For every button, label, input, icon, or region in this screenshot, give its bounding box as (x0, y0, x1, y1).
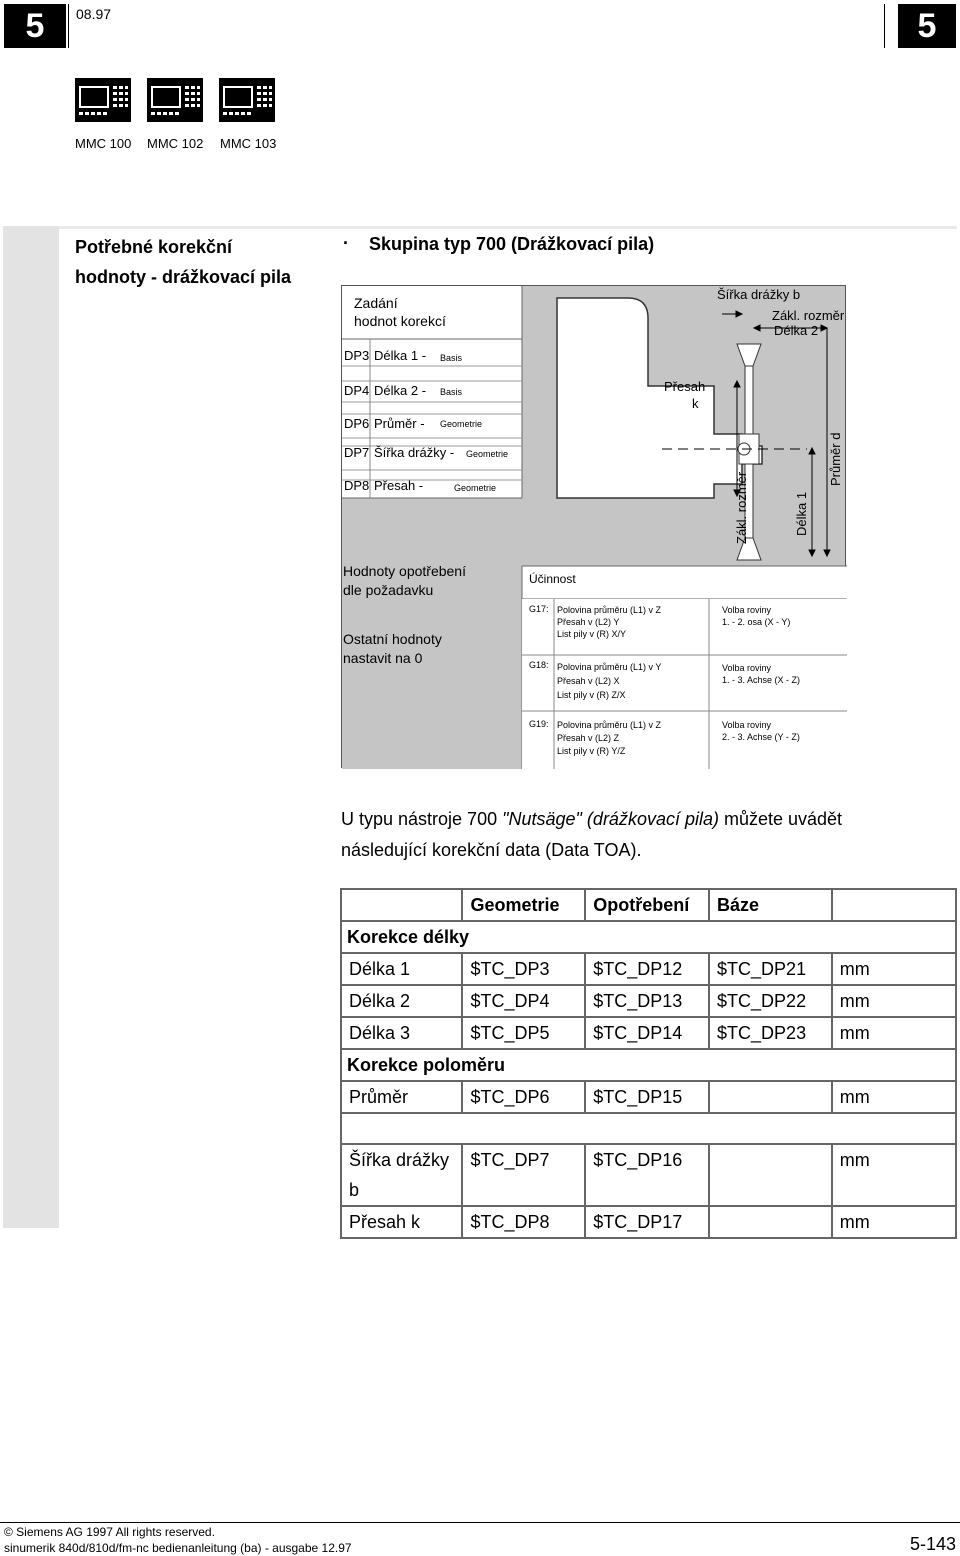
table-cell: Šířka drážky b (341, 1144, 462, 1206)
table-row (341, 1017, 956, 1049)
row-kind: Geometrie (466, 449, 509, 459)
section-label: Korekce délky (341, 921, 956, 953)
header-cell: Geometrie (462, 889, 585, 921)
mmc-panel-icon (75, 78, 131, 122)
effect-title: Účinnost (529, 572, 576, 586)
table-section-row (341, 1049, 956, 1081)
section-label: Korekce poloměru (341, 1049, 956, 1081)
table-header-row (341, 889, 956, 921)
table-cell: $TC_DP3 (462, 953, 585, 985)
row-code: DP4 (344, 383, 370, 398)
slot-width-label: Šířka drážky b (717, 287, 801, 302)
margin-band (3, 226, 59, 1228)
length1-vertical: Délka 1 (794, 491, 809, 536)
margin-band-top (59, 226, 957, 229)
mmc-label: MMC 102 (147, 136, 204, 151)
row-name: Šířka drážky - (374, 445, 455, 460)
table-cell: mm (832, 1206, 956, 1238)
row-kind: Geometrie (440, 419, 483, 429)
table-cell: $TC_DP17 (585, 1206, 709, 1238)
header-cell (832, 889, 956, 921)
table-cell: $TC_DP12 (585, 953, 709, 985)
table-cell: $TC_DP14 (585, 1017, 709, 1049)
table-cell: $TC_DP4 (462, 985, 585, 1017)
effect-lines: Polovina průměru (L1) v Y Přesah v (L2) X List pily v (R) Z/X (557, 662, 662, 700)
table-cell: $TC_DP5 (462, 1017, 585, 1049)
others-note: Ostatní hodnoty nastavit na 0 (343, 631, 442, 666)
table-cell: $TC_DP16 (585, 1144, 709, 1206)
table-cell: $TC_DP22 (709, 985, 832, 1017)
spacer-cell (341, 1113, 956, 1144)
base-dim-vertical: Zákl. rozměr (734, 471, 749, 544)
row-kind: Basis (440, 353, 463, 363)
table-cell: mm (832, 1017, 956, 1049)
table-cell: $TC_DP23 (709, 1017, 832, 1049)
table-row (341, 1206, 956, 1238)
page-number: 5-143 (909, 1534, 956, 1554)
table-cell: mm (832, 1144, 956, 1206)
table-row (341, 953, 956, 985)
table-spacer-row (341, 1113, 956, 1144)
copyright: © Siemens AG 1997 All rights reserved. (4, 1525, 215, 1539)
plane-selection: Volba roviny 1. - 3. Achse (X - Z) (722, 663, 801, 685)
tool-figure (341, 285, 846, 768)
table-section-row (341, 921, 956, 953)
g-code: G18: (529, 660, 549, 670)
table-cell: Délka 1 (341, 953, 462, 985)
effect-lines: Polovina průměru (L1) v Z Přesah v (L2) Z List pily v (R) Y/Z (557, 720, 662, 756)
header-cell: Opotřebení (585, 889, 709, 921)
row-code: DP8 (344, 478, 370, 493)
table-cell: $TC_DP15 (585, 1081, 709, 1113)
row-code: DP6 (344, 416, 370, 431)
header-cell: Báze (709, 889, 832, 921)
overhang-k-label: k (692, 396, 699, 411)
length2-label: Délka 2 (774, 323, 819, 338)
base-dim-label: Zákl. rozměr (772, 308, 845, 323)
row-kind: Basis (440, 387, 463, 397)
side-heading: Potřebné korekční hodnoty - drážkovací pila (75, 237, 292, 287)
table-cell: Průměr (341, 1081, 462, 1113)
row-name: Přesah - (374, 478, 424, 493)
table-cell: $TC_DP21 (709, 953, 832, 985)
row-name: Délka 1 - (374, 348, 427, 363)
table-cell: mm (832, 985, 956, 1017)
row-code: DP7 (344, 445, 370, 460)
table-cell: Délka 2 (341, 985, 462, 1017)
doc-reference: sinumerik 840d/810d/fm-nc bedienanleitung (ba) - ausgabe 12.97 (4, 1541, 352, 1555)
chapter-number-left: 5 (4, 4, 66, 48)
g-code: G17: (529, 604, 549, 614)
plane-selection: Volba roviny 1. - 2. osa (X - Y) (722, 605, 791, 627)
mmc-label: MMC 100 (75, 136, 132, 151)
table-cell: mm (832, 1081, 956, 1113)
header-rule-right (884, 4, 885, 48)
row-code: DP3 (344, 348, 370, 363)
row-name: Průměr - (374, 416, 425, 431)
table-cell: $TC_DP8 (462, 1206, 585, 1238)
box-title: Zadání hodnot korekcí (354, 295, 446, 329)
mmc-label: MMC 103 (220, 136, 277, 151)
table-cell (709, 1144, 832, 1206)
table-cell: $TC_DP7 (462, 1144, 585, 1206)
row-kind: Geometrie (454, 483, 497, 493)
mmc-panel-icon (219, 78, 275, 122)
wear-note: Hodnoty opotřebení dle požadavku (343, 563, 466, 598)
chapter-number-right: 5 (898, 4, 956, 48)
table-cell: mm (832, 953, 956, 985)
section-title: Skupina typ 700 (Drážkovací pila) (369, 234, 655, 254)
row-name: Délka 2 - (374, 383, 427, 398)
toa-table (340, 888, 957, 1239)
intro-paragraph: U typu nástroje 700 "Nutsäge" (drážkovací pila) můžete uvádět následující korekční data (Data TOA). (341, 809, 843, 860)
effect-lines: Polovina průměru (L1) v Z Přesah v (L2) Y List pily v (R) X/Y (557, 605, 662, 639)
table-row (341, 985, 956, 1017)
table-cell: $TC_DP13 (585, 985, 709, 1017)
header-cell (341, 889, 462, 921)
bullet: · (343, 233, 349, 253)
overhang-label: Přesah (664, 379, 706, 394)
table-cell: Délka 3 (341, 1017, 462, 1049)
table-cell (709, 1081, 832, 1113)
g-code: G19: (529, 719, 549, 729)
table-row (341, 1144, 956, 1206)
table-cell: Přesah k (341, 1206, 462, 1238)
table-cell (709, 1206, 832, 1238)
plane-selection: Volba roviny 2. - 3. Achse (Y - Z) (722, 720, 800, 742)
footer-rule (0, 1522, 960, 1523)
mmc-panel-icon (147, 78, 203, 122)
table-row (341, 1081, 956, 1113)
table-cell: $TC_DP6 (462, 1081, 585, 1113)
header-rule (68, 4, 69, 48)
edition-date: 08.97 (76, 6, 112, 22)
diameter-vertical: Průměr d (828, 432, 843, 486)
